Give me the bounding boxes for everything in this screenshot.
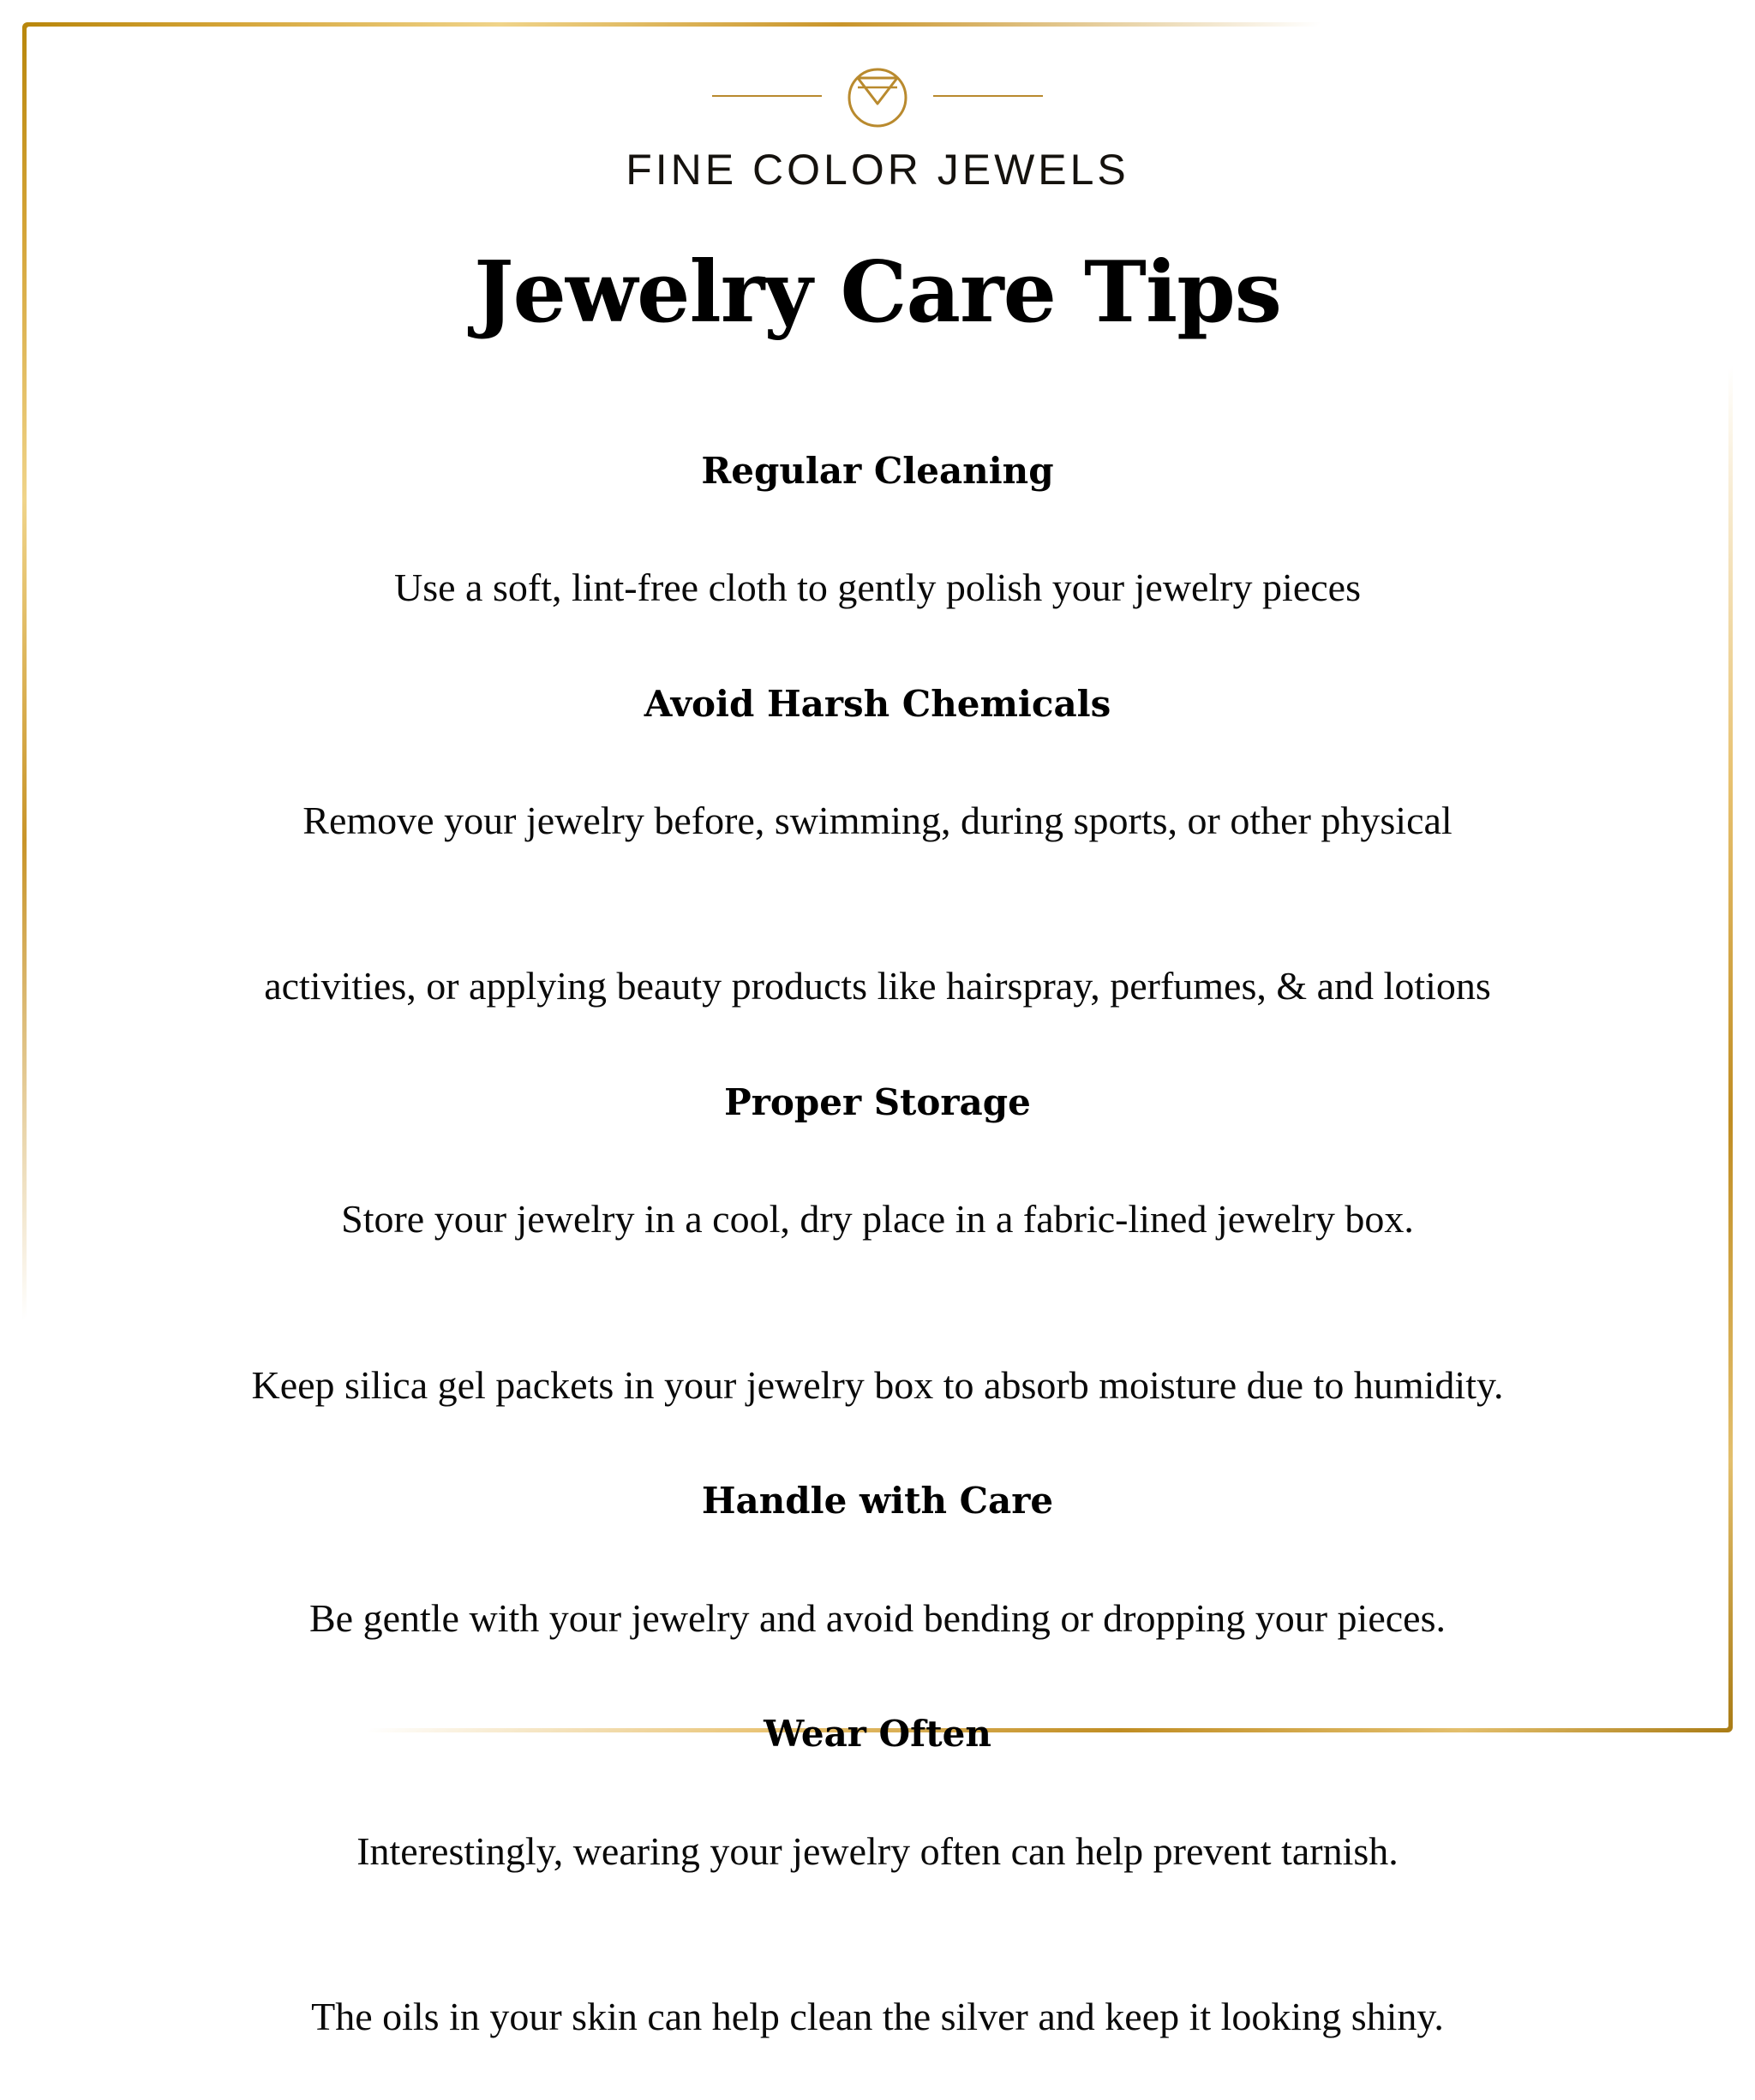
section-handle-with-care [78,1468,1677,1701]
brand-header [78,59,1677,194]
section-heading: Avoid Harsh Chemicals [644,682,1111,725]
section-line: Use a soft, lint-free cloth to gently polish your jewelry pieces [394,565,1361,610]
section-proper-storage [78,1069,1677,1468]
sections-container [78,438,1677,2100]
section-line: Interestingly, wearing your jewelry often can help prevent tarnish. [356,1828,1399,1873]
diamond-gem-icon [844,59,911,133]
page-content [27,27,1728,2039]
section-line: Keep silica gel packets in your jewelry box to absorb moisture due to humidity. [251,1362,1504,1407]
section-regular-cleaning [78,438,1677,671]
page-title: Jewelry Care Tips [474,243,1281,342]
section-avoid-harsh-chemicals [78,671,1677,1069]
section-line: The oils in your skin can help clean the silver and keep it looking shiny. [311,1995,1444,2039]
right-rule [933,95,1043,97]
section-line: activities, or applying beauty products like hairspray, perfumes, & and lotions [264,964,1491,1008]
brand-name: FINE COLOR JEWELS [626,146,1129,194]
section-line: Remove your jewelry before, swimming, during sports, or other physical [302,798,1453,842]
section-wear-often [78,1701,1677,2099]
brand-mark-row [78,59,1677,133]
left-rule [712,95,822,97]
gold-border-frame [22,22,1733,2039]
section-heading: Proper Storage [724,1080,1031,1123]
section-heading: Handle with Care [701,1480,1054,1523]
section-line: Be gentle with your jewelry and avoid bending or dropping your pieces. [308,1595,1446,1640]
section-heading: Regular Cleaning [701,449,1054,492]
section-line: Store your jewelry in a cool, dry place in a fabric-lined jewelry box. [341,1197,1414,1241]
section-heading: Wear Often [764,1713,991,1756]
